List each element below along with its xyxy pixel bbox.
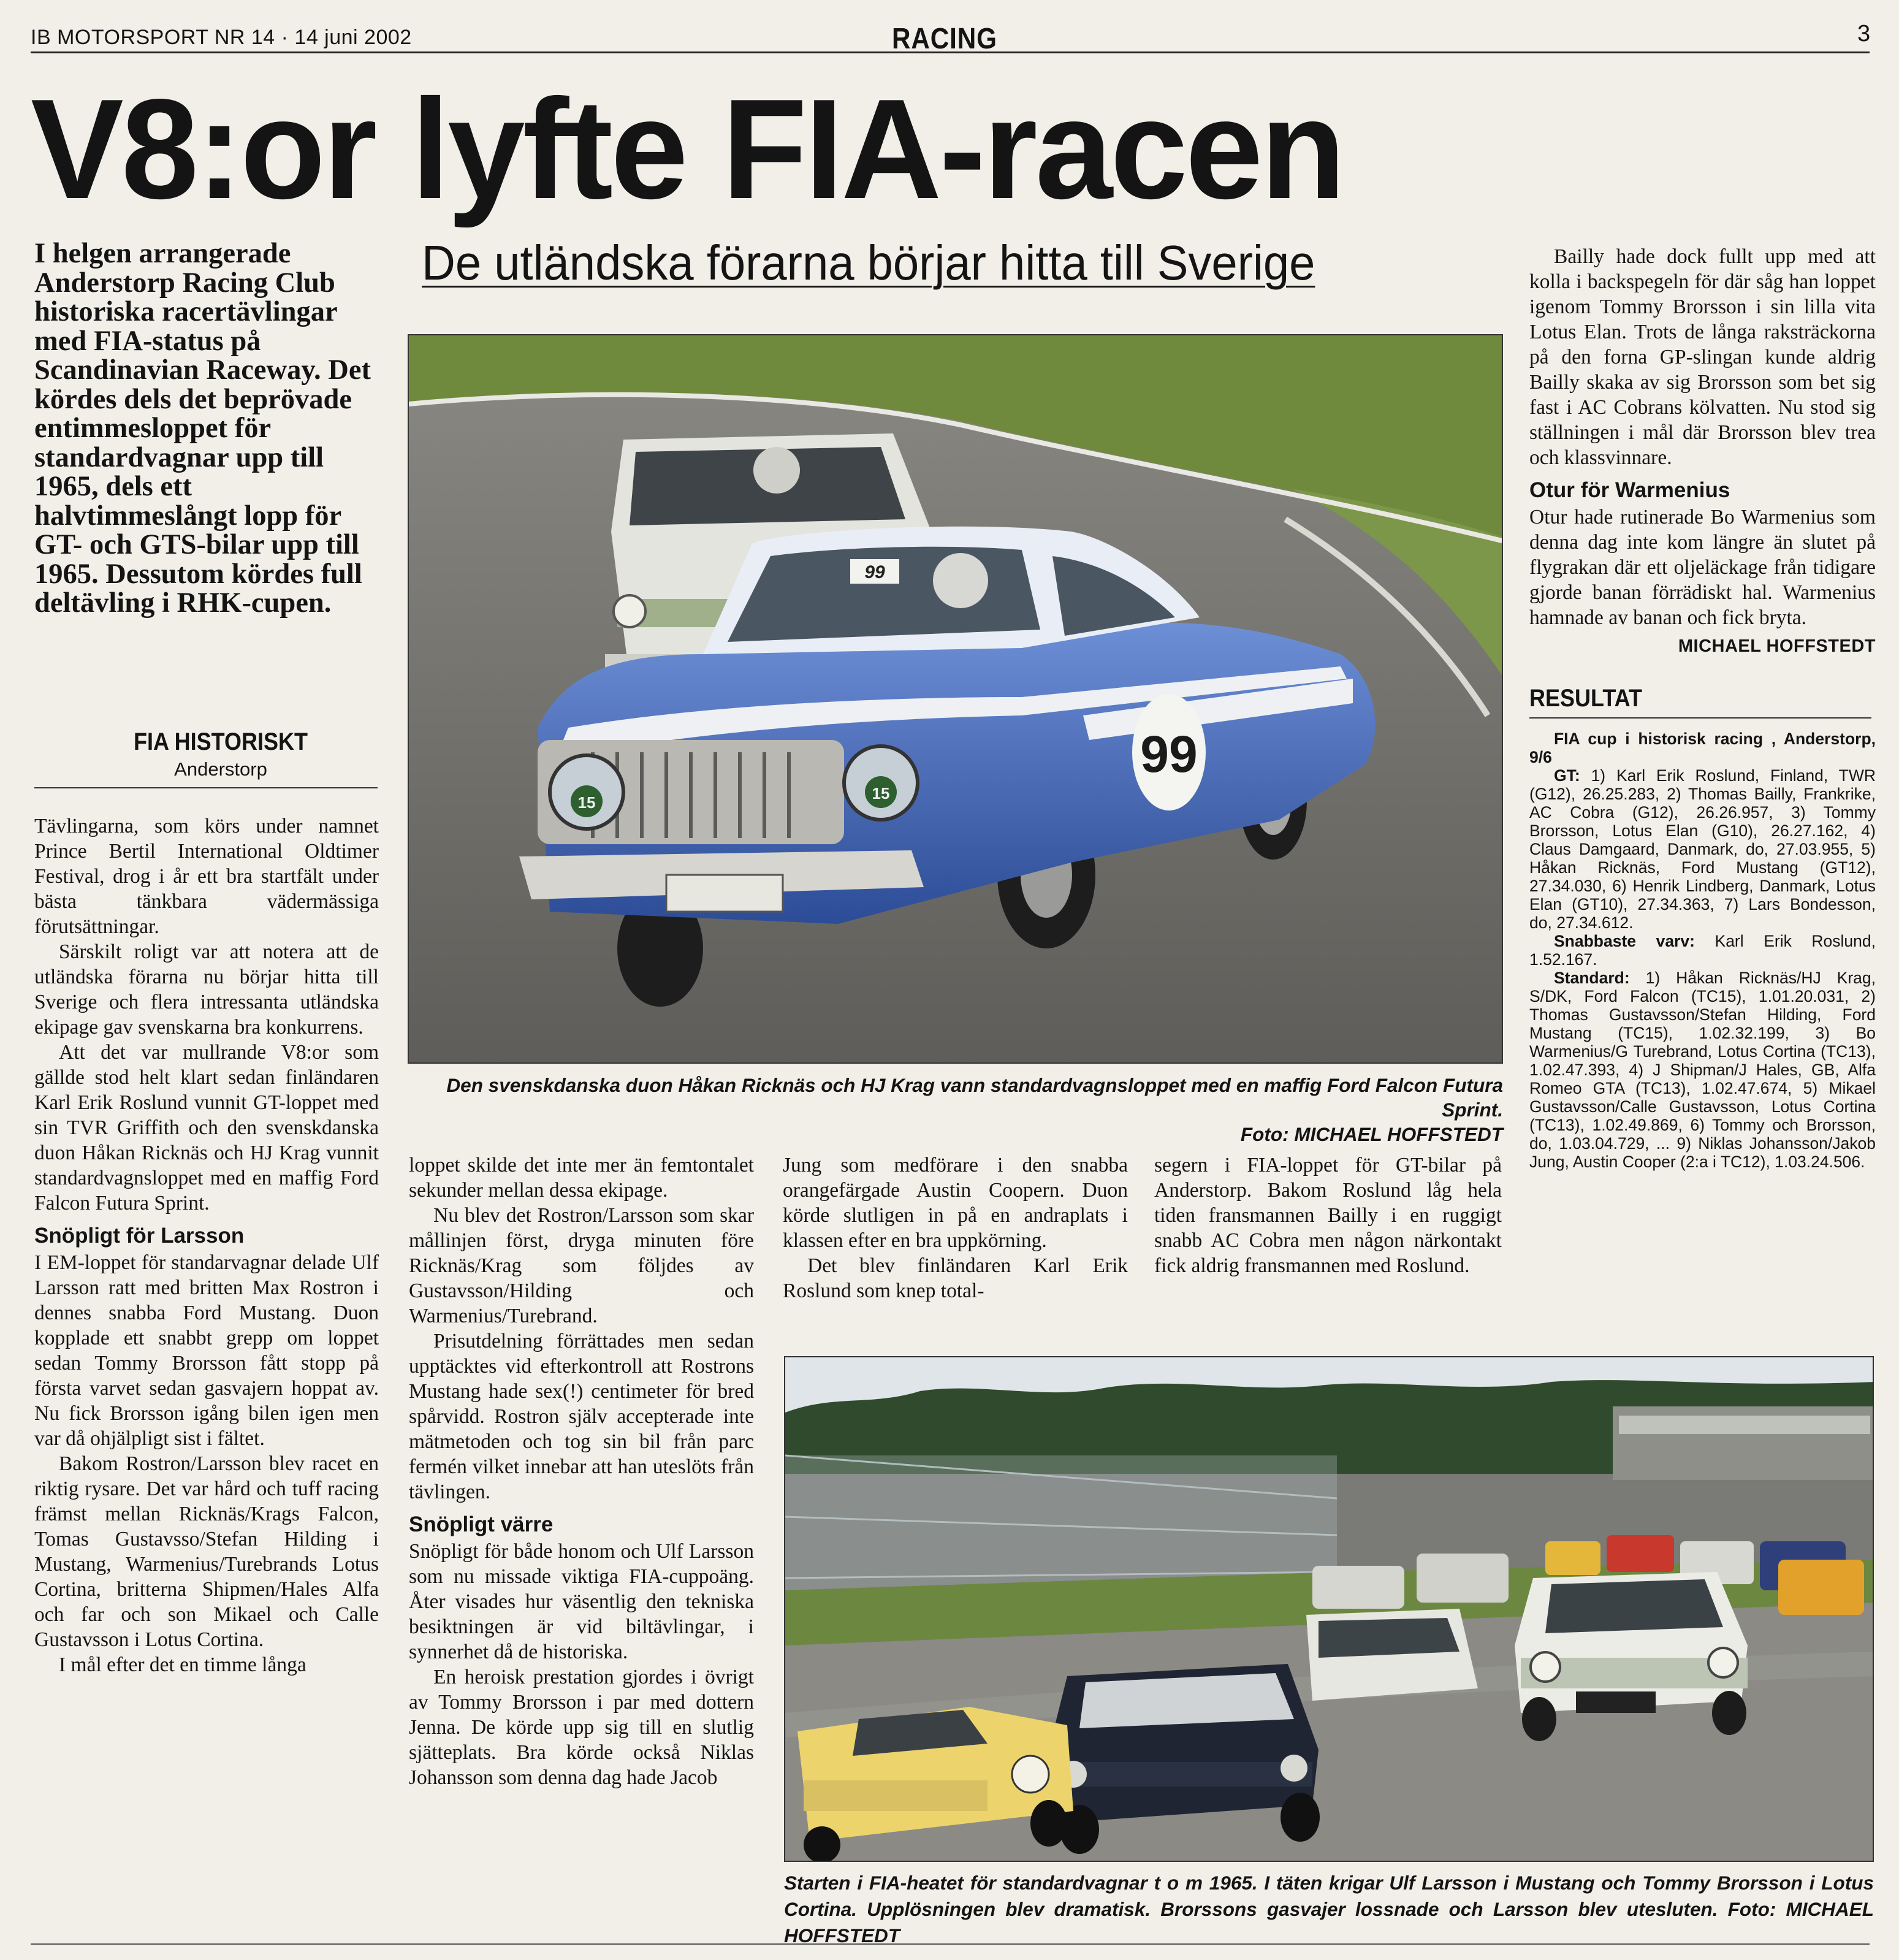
paragraph: Tävlingarna, som körs under namnet Prince Bertil International Oldtimer Festival, drog i år ett bra startfält under bästa tänkbara vädermässiga förutsättningar.: [34, 815, 379, 938]
results-standard-text: 1) Håkan Ricknäs/HJ Krag, S/DK, Ford Falcon (TC15), 1.01.20.031, 2) Thomas Gustavsson/Stefan Hilding, Ford Mustang (TC15), 1.02.32.199, 3) Bo Warmenius/G Turebrand, Lotus Cortina (TC13), 1.02.47.393, 4) J Shipman/J Hales, GB, Alfa Romeo GTA (TC13), 1.02.47.674, 5) Mikael Gustavsson/Calle Gustavsson, Lotus Cortina (TC13), 1.02.49.869, 6) Tommy och Brorsson, do, 1.03.04.729, ... 9) Niklas Johansson/Jakob Jung, Austin Cooper (2:a i TC12), 1.03.24.506.: [1529, 969, 1876, 1171]
article-column-3: [783, 1153, 1128, 1303]
paragraph: loppet skilde det inte mer än femtontalet sekunder mellan dessa ekipage.: [409, 1154, 754, 1202]
headlight-number-left: 15: [577, 793, 596, 812]
paragraph: Prisutdelning förrättades men sedan upptäcktes vid efterkontroll att Rostrons Mustang hade sex(!) centimeter för bred spårvidd. Rostron själv accepterade inte mätmetoden och tog sin bil från parc fermén vilket innebar att han uteslöts från tävlingen.: [409, 1330, 754, 1503]
photo-ford-falcon: [408, 334, 1503, 1064]
section-kicker: FIA HISTORISKT: [133, 728, 308, 755]
subheading: Snöpligt värre: [409, 1512, 554, 1536]
photo-credit: Foto: MICHAEL HOFFSTEDT: [1240, 1123, 1503, 1145]
footer-rule: [31, 1943, 1870, 1945]
results-heading: RESULTAT: [1529, 686, 1871, 719]
paragraph: En heroisk prestation gjordes i övrigt av Tommy Brorsson i par med dottern Jenna. De körde upp sig till en slutlig sjätteplats. Bra körde också Niklas Johansson som denna dag hade Jacob: [409, 1666, 754, 1789]
header-rule: [31, 51, 1870, 53]
ingress: I helgen arrangerade Anderstorp Racing Club historiska racertävlingar med FIA-status på Scandinavian Raceway. Det kördes dels det beprövade entimmesloppet för standardvagnar upp till 1965, dels ett halvtimmeslångt lopp för GT- och GTS-bilar upp till 1965. Dessutom kördes full deltävling i RHK-cupen.: [34, 238, 371, 619]
headlight-number-right: 15: [872, 784, 890, 803]
paragraph: Särskilt roligt var att notera att de utländska förarna nu börjar hitta till Sverige och flera intressanta utländska ekipage gav svenskarna bra konkurrens.: [34, 940, 379, 1039]
caption-text: Den svenskdanska duon Håkan Ricknäs och HJ Krag vann standardvagnsloppet med en maffig Ford Falcon Futura Sprint.: [446, 1074, 1503, 1121]
photo-caption-1: [408, 1073, 1503, 1146]
results-gt-label: GT:: [1554, 766, 1580, 785]
subheadline: De utländska förarna börjar hitta till Sverige: [422, 235, 1315, 290]
paragraph: segern i FIA-loppet för GT-bilar på Anderstorp. Bakom Roslund låg hela tiden fransmannen Bailly i en ruggigt snabb AC Cobra men någon närkontakt fick aldrig fransmannen med Roslund.: [1154, 1154, 1502, 1277]
paragraph: I EM-loppet för standarvagnar delade Ulf Larsson ratt med britten Max Rostron i dennes snabba Ford Mustang. Duon kopplade ett snabbt grepp om loppet sedan Tommy Brorsson fått stopp på första varvet sedan gasvajern hoppat av. Nu fick Brorsson igång bilen igen men var då ohjälpligt sist i fältet.: [34, 1251, 379, 1450]
paragraph: Jung som medförare i den snabba orangefärgade Austin Coopern. Duon körde slutligen in på en andraplats i klassen efter en bra uppkörning.: [783, 1154, 1128, 1252]
paragraph: Snöpligt för både honom och Ulf Larsson som nu missade viktiga FIA-cuppoäng. Åter visades hur väsentlig den tekniska besiktningen är vid biltävlingar, i synnerhet då de historiska.: [409, 1540, 754, 1663]
ford-falcon-illustration: [409, 335, 1503, 1064]
paragraph: I mål efter det en timme långa: [59, 1653, 306, 1676]
paragraph: Det blev finländaren Karl Erik Roslund som knep total-: [783, 1254, 1128, 1302]
race-start-illustration: [785, 1357, 1874, 1862]
article-column-2: [409, 1153, 754, 1790]
paragraph: Otur hade rutinerade Bo Warmenius som denna dag inte kom längre än slutet på flygrakan där ett oljeläckage från tidigare gjorde banan förrädiskt hal. Warmenius hamnade av banan och fick bryta.: [1529, 506, 1876, 629]
label-rule: [34, 787, 378, 788]
results-fastest-label: Snabbaste varv:: [1554, 932, 1695, 950]
paragraph: Att det var mullrande V8:or som gällde stod helt klart sedan finländaren Karl Erik Roslund vunnit GT-loppet med sin TVR Griffith och den svenskdanska duon Håkan Ricknäs och HJ Krag vunnit standardvagnsloppet med en maffig Ford Falcon Futura Sprint.: [34, 1041, 379, 1215]
door-number: 99: [1140, 725, 1198, 783]
results-box: [1529, 730, 1876, 1171]
paragraph: Nu blev det Rostron/Larsson som skar mållinjen först, dryga minuten före Ricknäs/Krag som följdes av Gustavsson/Hilding och Warmenius/Turebrand.: [409, 1204, 754, 1327]
section-title: RACING: [892, 23, 997, 55]
headline: V8:or lyfte FIA-racen: [31, 70, 1344, 229]
subheading: Snöpligt för Larsson: [34, 1224, 245, 1248]
subheading: Otur för Warmenius: [1529, 478, 1730, 502]
byline: MICHAEL HOFFSTEDT: [1678, 636, 1876, 656]
section-label: [98, 728, 343, 780]
results-fastest-text: Karl Erik Roslund, 1.52.167.: [1529, 932, 1876, 969]
article-column-1: [34, 814, 379, 1677]
section-place: Anderstorp: [174, 758, 267, 780]
windshield-number: 99: [864, 562, 885, 582]
results-gt-text: 1) Karl Erik Roslund, Finland, TWR (G12), 26.25.283, 2) Thomas Bailly, Frankrike, AC Cobra (G12), 26.26.957, 3) Tommy Brorsson, Lotus Elan (G10), 26.27.162, 4) Claus Damgaard, Danmark, do, 27.03.955, 5) Håkan Ricknäs, Ford Mustang (GT12), 27.34.030, 6) Henrik Lindberg, Danmark, Lotus Elan (GT10), 27.34.363, 7) Lars Bondesson, do, 27.34.612.: [1529, 766, 1876, 932]
publication-info: IB MOTORSPORT NR 14 · 14 juni 2002: [31, 26, 412, 49]
paragraph: Bailly hade dock fullt upp med att kolla i backspegeln för där såg han loppet igenom Tommy Brorsson i sin lilla vita Lotus Elan. Trots de långa raksträckorna på den forna GP-slingan kunde aldrig Bailly skaka av sig Brorsson som bet sig fast i AC Cobrans kölvatten. Nu stod sig ställningen i mål där Brorsson blev trea och klassvinnare.: [1529, 245, 1876, 469]
results-standard-label: Standard:: [1554, 969, 1630, 987]
photo-caption-2: Starten i FIA-heatet för standardvagnar t o m 1965. I täten krigar Ulf Larsson i Mustang och Tommy Brorsson i Lotus Cortina. Upplösningen blev dramatisk. Brorssons gasvajer lossnade och Larsson blev utesluten. Foto: MICHAEL HOFFSTEDT: [784, 1872, 1874, 1947]
paragraph: Bakom Rostron/Larsson blev racet en riktig rysare. Det var hård och tuff racing främst mellan Ricknäs/Krags Falcon, Tomas Gustavsso/Stefan Hilding i Mustang, Warmenius/Turebrands Lotus Cortina, britterna Shipmen/Hales Alfa och far och son Mikael och Calle Gustavsson i Lotus Cortina.: [34, 1452, 379, 1651]
results-event: FIA cup i historisk racing , Anderstorp, 9/6: [1529, 730, 1876, 766]
article-column-4: [1154, 1153, 1502, 1278]
photo-race-start: [784, 1356, 1874, 1862]
article-column-right: [1529, 244, 1876, 1171]
page-number: 3: [1857, 21, 1871, 47]
